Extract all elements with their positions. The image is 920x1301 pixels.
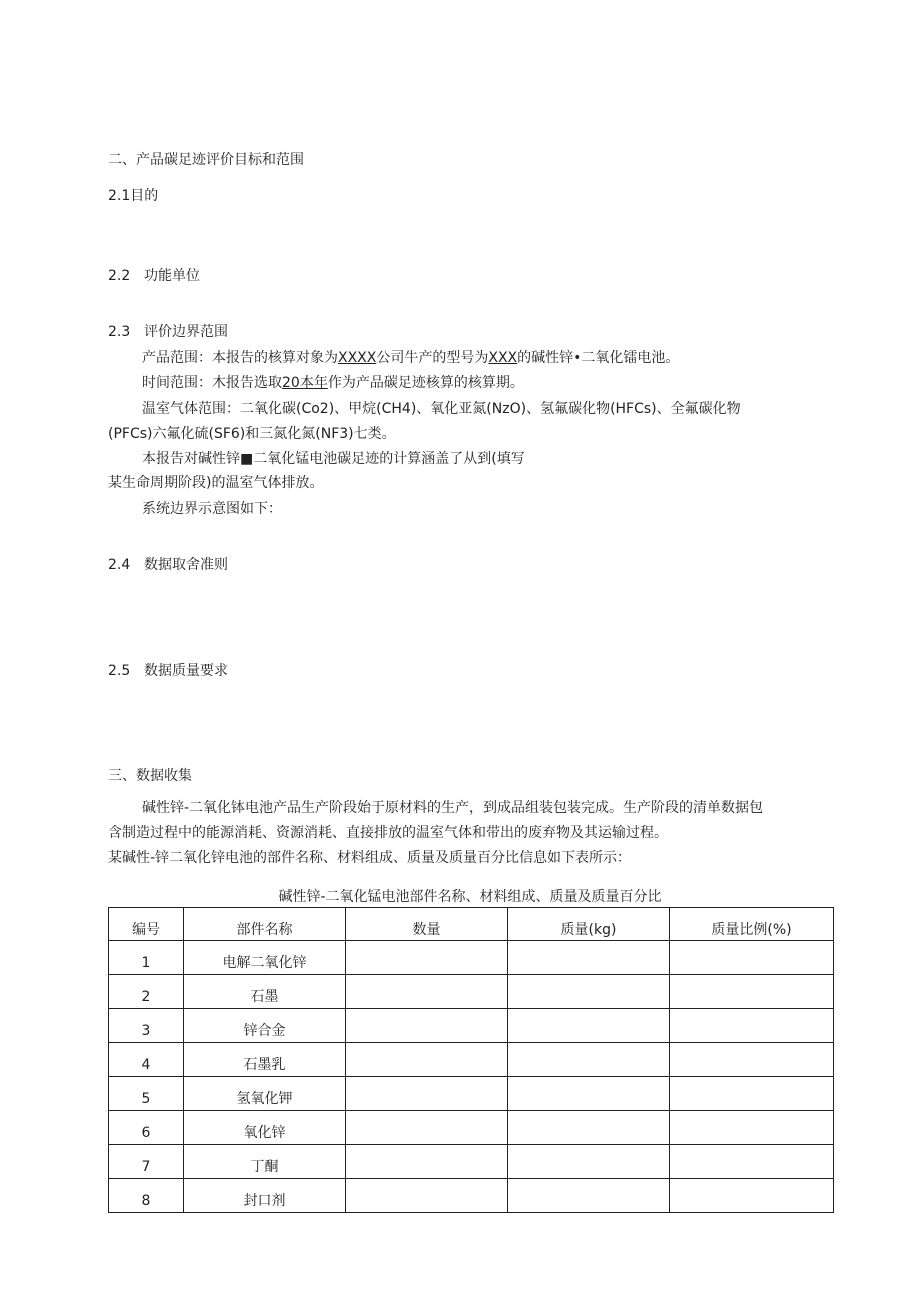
mass-cell bbox=[508, 1009, 670, 1043]
year-placeholder: 20本年 bbox=[282, 375, 328, 391]
mass-ratio-cell bbox=[670, 1111, 834, 1145]
section-2-3-heading bbox=[108, 322, 228, 342]
quantity-cell bbox=[346, 1111, 508, 1145]
quantity-cell bbox=[346, 1009, 508, 1043]
ghg-scope-line-1: 温室气体范围：二氧化碳(Co2)、甲烷(CH4)、氧化亚氮(NzO)、氢氟碳化物(HFCs)、全氟碳化物 bbox=[142, 401, 741, 417]
part-name: 电解二氧化锌 bbox=[184, 941, 346, 975]
part-name: 丁酮 bbox=[184, 1145, 346, 1179]
table-row bbox=[109, 1043, 834, 1077]
row-number: 4 bbox=[109, 1043, 184, 1077]
mass-ratio-cell bbox=[670, 1009, 834, 1043]
mass-ratio-cell bbox=[670, 1077, 834, 1111]
part-name: 石墨 bbox=[184, 975, 346, 1009]
quantity-cell bbox=[346, 975, 508, 1009]
row-number: 1 bbox=[109, 941, 184, 975]
mass-cell bbox=[508, 975, 670, 1009]
mass-ratio-cell bbox=[670, 1145, 834, 1179]
table-row bbox=[109, 1009, 834, 1043]
coverage-line-1: 本报告对碱性锌■二氧化锰电池碳足迹的计算涵盖了从到(填写 bbox=[142, 451, 525, 467]
model-placeholder: XXX bbox=[488, 350, 518, 366]
header-quantity: 数量 bbox=[346, 908, 508, 941]
section-2-5-heading bbox=[108, 661, 228, 681]
section-2-5-number: 2.5 bbox=[108, 663, 131, 679]
mass-ratio-cell bbox=[670, 1179, 834, 1213]
row-number: 3 bbox=[109, 1009, 184, 1043]
parts-table bbox=[108, 907, 834, 1213]
table-row bbox=[109, 1179, 834, 1213]
table-caption: 碱性锌-二氧化锰电池部件名称、材料组成、质量及质量百分比 bbox=[278, 889, 662, 905]
product-scope-text-3: 的碱性锌•二氧化镭电池。 bbox=[517, 350, 680, 366]
product-scope-text-1: 产品范围：本报告的核算对象为 bbox=[142, 350, 338, 366]
table-row bbox=[109, 941, 834, 975]
mass-ratio-cell bbox=[670, 1043, 834, 1077]
table-header-row bbox=[109, 908, 834, 941]
part-name: 锌合金 bbox=[184, 1009, 346, 1043]
section3-paragraph-line-2: 含制造过程中的能源消耗、资源消耗、直接排放的温室气体和带出的废弃物及其运输过程。 bbox=[108, 825, 668, 841]
header-mass-ratio: 质量比例(%) bbox=[670, 908, 834, 941]
row-number: 5 bbox=[109, 1077, 184, 1111]
section-2-2-heading bbox=[108, 266, 200, 286]
header-mass: 质量(kg) bbox=[508, 908, 670, 941]
mass-ratio-cell bbox=[670, 941, 834, 975]
time-scope-text-2: 作为产品碳足迹核算的核算期。 bbox=[327, 375, 524, 391]
mass-ratio-cell bbox=[670, 975, 834, 1009]
quantity-cell bbox=[346, 1043, 508, 1077]
row-number: 2 bbox=[109, 975, 184, 1009]
section-2-3-title: 评价边界范围 bbox=[144, 324, 228, 340]
section2-heading: 二、产品碳足迹评价目标和范围 bbox=[108, 152, 304, 168]
product-scope-text-2: 公司牛产的型号为 bbox=[376, 350, 489, 366]
table-row bbox=[109, 1111, 834, 1145]
mass-cell bbox=[508, 941, 670, 975]
section3-paragraph-line-3: 某碱性-锌二氧化锌电池的部件名称、材料组成、质量及质量百分比信息如下表所示： bbox=[108, 850, 632, 866]
product-scope-line bbox=[142, 348, 679, 368]
section-2-4-number: 2.4 bbox=[108, 557, 131, 573]
time-scope-text-1: 时间范围：木报告选取 bbox=[142, 375, 282, 391]
section-2-2-number: 2.2 bbox=[108, 268, 131, 284]
section-2-3-number: 2.3 bbox=[108, 324, 131, 340]
boundary-diagram-note: 系统边界示意图如下： bbox=[142, 501, 282, 517]
section-2-1-heading: 2.1目的 bbox=[108, 188, 159, 204]
quantity-cell bbox=[346, 1077, 508, 1111]
header-number: 编号 bbox=[109, 908, 184, 941]
section-2-2-title: 功能单位 bbox=[144, 268, 200, 284]
company-placeholder: XXXX bbox=[338, 350, 377, 366]
mass-cell bbox=[508, 1111, 670, 1145]
part-name: 封口剂 bbox=[184, 1179, 346, 1213]
time-scope-line bbox=[142, 373, 524, 393]
section-2-4-heading bbox=[108, 555, 228, 575]
table-row bbox=[109, 975, 834, 1009]
table-row bbox=[109, 1077, 834, 1111]
mass-cell bbox=[508, 1179, 670, 1213]
mass-cell bbox=[508, 1077, 670, 1111]
quantity-cell bbox=[346, 1179, 508, 1213]
section3-paragraph-line-1: 碱性锌-二氧化钵电池产品生产阶段始于原材料的生产，到成品组装包装完成。生产阶段的清单数据包 bbox=[142, 800, 764, 816]
mass-cell bbox=[508, 1145, 670, 1179]
part-name: 石墨乳 bbox=[184, 1043, 346, 1077]
section-2-4-title: 数据取舍准则 bbox=[144, 557, 228, 573]
ghg-scope-line-2: (PFCs)六氟化硫(SF6)和三氮化氮(NF3)七类。 bbox=[108, 426, 396, 442]
row-number: 6 bbox=[109, 1111, 184, 1145]
header-part-name: 部件名称 bbox=[184, 908, 346, 941]
table-row bbox=[109, 1145, 834, 1179]
part-name: 氧化锌 bbox=[184, 1111, 346, 1145]
quantity-cell bbox=[346, 1145, 508, 1179]
section3-heading: 三、数据收集 bbox=[108, 768, 192, 784]
mass-cell bbox=[508, 1043, 670, 1077]
section-2-5-title: 数据质量要求 bbox=[144, 663, 228, 679]
row-number: 8 bbox=[109, 1179, 184, 1213]
coverage-line-2: 某生命周期阶段)的温室气体排放。 bbox=[108, 475, 324, 491]
row-number: 7 bbox=[109, 1145, 184, 1179]
part-name: 氢氧化钾 bbox=[184, 1077, 346, 1111]
quantity-cell bbox=[346, 941, 508, 975]
